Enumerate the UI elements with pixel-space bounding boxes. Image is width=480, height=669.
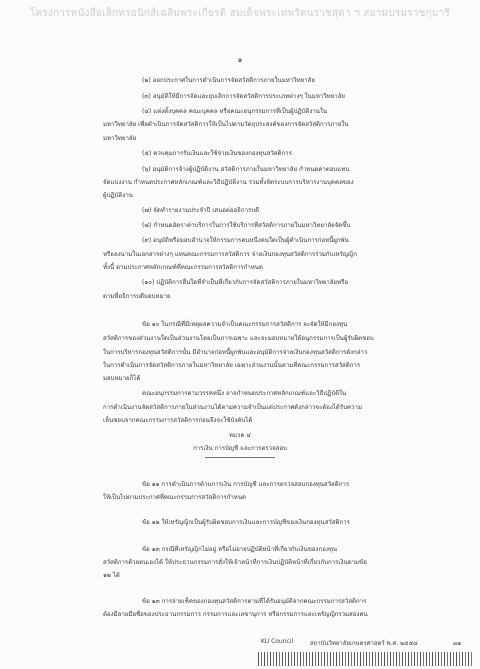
text-line: ทั้งนี้ ตามประกาศหลักเกณฑ์ที่คณะกรรมการสวัสดิการกำหนด — [103, 264, 263, 271]
text-line: ให้เป็นไปตามประกาศที่คณะกรรมการสวัสดิการกำหนด — [103, 494, 246, 501]
text-line: (๑๐) ปฏิบัติการอื่นใดที่จำเป็นที่เกี่ยวกับการจัดสวัสดิการภายในมหาวิทยาลัยหรือ — [142, 279, 349, 286]
text-line: ต้องมีลายมือชื่อของประธานกรรมการ กรรมการและเลขานุการ หรือกรรมการและเหรัญญิกรวมสองคน — [103, 611, 368, 618]
page-number: ๑ — [237, 56, 243, 64]
text-line: ตามที่อธิการบดีมอบหมาย — [103, 293, 171, 300]
text-line: ข้อ ๑๓ กรณีที่เหรัญญิกไม่อยู่ หรือไม่อาจปฏิบัติหน้าที่เกี่ยวกับเงินของกองทุน — [142, 546, 338, 553]
text-line: (๗) จัดทำรายงานประจำปี เสนอต่ออธิการบดี — [142, 207, 260, 214]
text-line: (๘) กำหนดอัตราค่าบริการในการใช้บริการที่สวัสดิการภายในมหาวิทยาลัยจัดขึ้น — [142, 222, 351, 229]
watermark-header: โครงการหนังสือเล็กทรอนิกส์เฉลิมพระเกียรติ สมเด็จพระเทพรัตนราชสุดา ฯ สยามบรมราชกุมารี — [29, 8, 451, 19]
text-line: ในการดำเนินการจัดสวัสดิการภายในมหาวิทยาลัย เฉพาะส่วนงานนั้นตามที่คณะกรรมการสวัสดิการ — [103, 362, 361, 369]
chapter-heading: หมวด ๔ — [229, 432, 251, 439]
footer-institution: สถาบันวิทยาลัยเกษตรศาสตร์ พ.ศ. ๒๕๕๘ — [310, 640, 418, 647]
text-line: ๑๒ ได้ — [103, 572, 120, 579]
text-line: สวัสดิการของส่วนงานใดเป็นส่วนงานโดยเป็นการเฉพาะ และจะมอบหมายให้อนุกรรมการเป็นผู้รับผิดชอบ — [103, 335, 374, 342]
text-line: มอบหมายก็ได้ — [103, 375, 141, 382]
text-line: มหาวิทยาลัย เพื่อดำเนินการจัดสวัสดิการให้เป็นไปตามวัตถุประสงค์ของการจัดสวัสดิการภายใน — [103, 121, 349, 128]
text-line: การดำเนินงานจัดสวัสดิการภายในส่วนงานได้ตามความจำเป็นแต่ประกาศดังกล่าวจะต้องได้รับความ — [103, 404, 362, 411]
text-line: (๒) ออกประกาศในการดำเนินการจัดสวัสดิการภายในมหาวิทยาลัย — [142, 77, 315, 84]
text-line: (๕) ควบคุมการรับเงินและใช้จ่ายเงินของกองทุนสวัสดิการ — [142, 150, 292, 157]
text-line: ในการบริหารกองทุนสวัสดิการนั้น มีอำนาจก่อหนี้ผูกพันและอนุมัติการจ่ายเงินกองทุนสวัสดิการดังกล่าว — [103, 349, 368, 356]
text-line: (๙) อนุมัติหรือมอบอำนาจให้กรรมการคนหนึ่งคนใดเป็นผู้ดำเนินการก่อหนี้ผูกพัน — [142, 237, 349, 244]
chapter-title: การเงิน การบัญชี และการตรวจสอบ — [193, 445, 287, 452]
divider — [205, 457, 275, 458]
text-line: มหาวิทยาลัย — [103, 135, 137, 142]
text-line: ผู้ปฏิบัติงาน — [103, 192, 133, 199]
text-line: ข้อ ๑๒ ให้เหรัญญิกเป็นผู้รับผิดชอบการเงินและการบัญชีของเงินกองทุนสวัสดิการ — [142, 519, 350, 526]
footer-page-number: ๗๑ — [453, 640, 462, 647]
text-line: ข้อ ๑๐ ในกรณีที่มีเหตุผลความจำเป็นคณะกรรมการสวัสดิการ จะจัดให้มีกองทุน — [142, 321, 348, 328]
barcode-stripe — [258, 652, 472, 666]
text-line: เห็นชอบจากคณะกรรมการสวัสดิการก่อนจึงจะใช้บังคับได้ — [103, 417, 253, 424]
text-line: หรือลงนามในเอกสารต่างๆ แทนคณะกรรมการสวัสดิการ จ่ายเงินกองทุนสวัสดิการร่วมกับเหรัญญิก — [103, 251, 357, 258]
text-line: คณะอนุกรรมการตามวรรคหนึ่ง อาจกำหนดประกาศหลักเกณฑ์และวิธีปฏิบัติใน — [142, 390, 347, 397]
text-line: สวัสดิการด้วยตนเองได้ ให้ประธานกรรมการสั่งให้เจ้าหน้าที่การเงินปฏิบัติหน้าที่เกี่ยวกับการเงินตามข้อ — [103, 559, 367, 566]
text-line: (๖) อนุมัติการจ้างผู้ปฏิบัติงาน สวัสดิการภายในมหาวิทยาลัย กำหนดค่าตอบแทน — [142, 166, 350, 173]
footer-council: KU Council — [261, 638, 294, 645]
text-line: ข้อ ๑๓ การจ่ายเช็คของกองทุนสวัสดิการตามที่ได้รับอนุมัติจากคณะกรรมการสวัสดิการ — [142, 598, 367, 605]
text-line: (๔) แต่งตั้งบุคคล คณะบุคคล หรือคณะอนุกรรมการที่เป็นผู้ปฏิบัติงานใน — [142, 108, 328, 115]
text-line: จัดแบ่งงาน กำหนดประกาศหลักเกณฑ์และวิธีปฏิบัติงาน รวมทั้งจัดระบบการบริหารงานบุคคลของ — [103, 179, 354, 186]
text-line: ข้อ ๑๑ การดำเนินการด้านการเงิน การบัญชี และการตรวจสอบกองทุนสวัสดิการ — [142, 481, 350, 488]
text-line: (๓) อนุมัติให้มีการจัดและยุบเลิกการจัดสวัสดิการประเภทต่างๆ ในมหาวิทยาลัย — [142, 93, 346, 100]
